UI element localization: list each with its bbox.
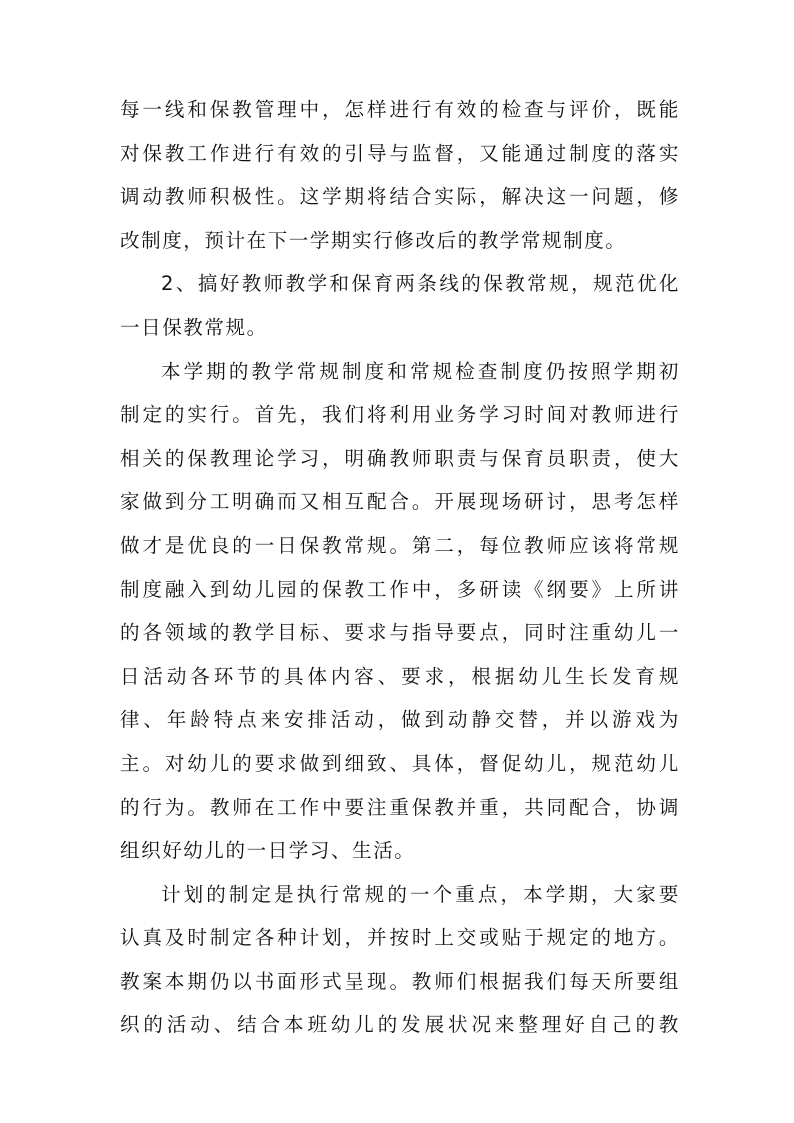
text-line: 一日保教常规。: [120, 315, 268, 339]
text-line: 的各领域的教学目标、要求与指导要点，同时注重幼儿一: [120, 621, 680, 645]
text-line: 相关的保教理论学习，明确教师职责与保育员职责，使大: [120, 446, 680, 470]
text-line: 2、搞好教师教学和保育两条线的保教常规，规范优化: [161, 272, 680, 296]
text-line: 主。对幼儿的要求做到细致、具体，督促幼儿，规范幼儿: [120, 751, 680, 775]
text-line: 制定的实行。首先，我们将利用业务学习时间对教师进行: [120, 403, 680, 427]
text-line: 改制度，预计在下一学期实行修改后的教学常规制度。: [120, 228, 627, 252]
text-line: 织的活动、结合本班幼儿的发展状况来整理好自己的教: [120, 1013, 680, 1037]
text-line: 计划的制定是执行常规的一个重点，本学期，大家要: [161, 882, 680, 906]
text-line: 调动教师积极性。这学期将结合实际，解决这一问题，修: [120, 185, 680, 209]
text-line: 教案本期仍以书面形式呈现。教师们根据我们每天所要组: [120, 969, 680, 993]
text-line: 组织好幼儿的一日学习、生活。: [120, 839, 416, 863]
text-line: 本学期的教学常规制度和常规检查制度仍按照学期初: [161, 359, 680, 383]
text-line: 认真及时制定各种计划，并按时上交或贴于规定的地方。: [120, 926, 680, 950]
text-line: 每一线和保教管理中，怎样进行有效的检查与评价，既能: [120, 98, 680, 121]
text-line: 的行为。教师在工作中要注重保教并重，共同配合，协调: [120, 795, 680, 819]
text-line: 家做到分工明确而又相互配合。开展现场研讨，思考怎样: [120, 490, 680, 514]
document-body: [120, 88, 680, 1047]
text-line: 制度融入到幼儿园的保教工作中，多研读《纲要》上所讲: [120, 577, 680, 601]
text-line: 对保教工作进行有效的引导与监督，又能通过制度的落实: [120, 141, 680, 165]
text-line: 做才是优良的一日保教常规。第二，每位教师应该将常规: [120, 533, 680, 557]
text-line: 日活动各环节的具体内容、要求，根据幼儿生长发育规: [120, 664, 680, 688]
text-line: 律、年龄特点来安排活动，做到动静交替，并以游戏为: [120, 708, 680, 732]
